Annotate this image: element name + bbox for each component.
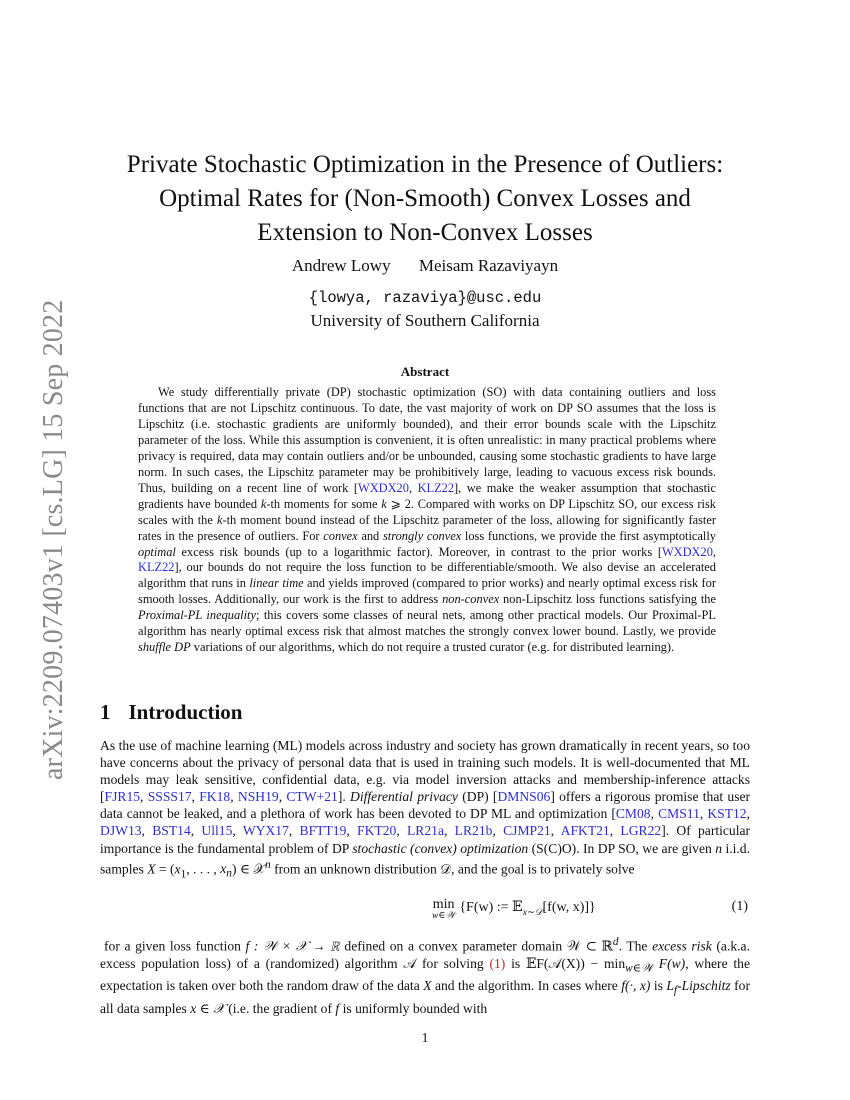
section-title: Introduction — [128, 700, 243, 724]
title-line: Private Stochastic Optimization in the Presence of Outliers: — [126, 151, 724, 178]
title-line: Extension to Non-Convex Losses — [257, 219, 593, 246]
citation-link[interactable]: DMNS06 — [497, 789, 551, 805]
citation-link[interactable]: LGR22 — [620, 823, 662, 839]
section-number: 1 — [100, 700, 111, 724]
citation-link[interactable]: NSH19 — [237, 789, 279, 805]
citation-link[interactable]: LR21a — [407, 823, 444, 839]
affiliation: University of Southern California — [310, 311, 540, 330]
citation-link[interactable]: DJW13 — [100, 823, 142, 839]
equation-expression: min w∈𝒲 {F(w) := 𝔼$_{x\sim 𝒟}$[f(w, x)]} — [432, 897, 596, 921]
citation-link[interactable]: Ull15 — [201, 823, 233, 839]
arxiv-identifier: arXiv:2209.07403v1 [cs.LG] 15 Sep 2022 — [38, 299, 69, 780]
author-email: {lowya, razaviya}@usc.edu — [308, 289, 542, 307]
citation-link[interactable]: CTW+21 — [286, 789, 338, 805]
equation-number: (1) — [731, 899, 748, 914]
citation-link[interactable]: FKT20 — [357, 823, 397, 839]
citation-link[interactable]: LR21b — [454, 823, 493, 839]
intro-paragraph: As the use of machine learning (ML) models across industry and society has grown dramatically in recent years, so too have concerns about the privacy of personal data that is used in training such models. It is well-documented that ML models may leak sensitive, confidential data, e.g. via model inversion attacks and membership-inference attacks [FJR15, SSSS17, FK18, NSH19, CTW+21]. Differential privacy (DP) [DMNS06] offers a rigorous promise that user data cannot be leaked, and a plethora of work has been devoted to DP ML and optimization [CM08, CMS11, KST12, DJW13, BST14, Ull15, WYX17, BFTT19, FKT20, LR21a, LR21b, CJMP21, AFKT21, LGR22]. Of particular importance is the fundamental problem of DP stochastic (convex) optimization (S(C)O). In DP SO, we are given n i.i.d. samples $X = (x_1$, . . . , $x_n$) ∈ 𝒳$^n$ from an unknown distribution 𝒟, and the goal is to privately solve — [100, 738, 751, 880]
author-list — [100, 256, 750, 276]
citation-link[interactable]: BFTT19 — [299, 823, 347, 839]
author-name: Andrew Lowy — [291, 256, 391, 275]
citation-link[interactable]: FJR15 — [104, 789, 141, 805]
abstract-body: We study differentially private (DP) stochastic optimization (SO) with data containing outliers and loss functions that are not Lipschitz continuous. To date, the vast majority of work on DP SO assumes that the loss is Lipschitz (i.e. stochastic gradients are uniformly bounded), and their error bounds scale with the Lipschitz parameter of the loss. While this assumption is convenient, it is often unrealistic: in many practical problems where privacy is required, data may contain outliers and/or be unbounded, causing some stochastic gradients to have large norm. In such cases, the Lipschitz parameter may be prohibitively large, leading to vacuous excess risk bounds. Thus, building on a recent line of work [WXDX20, KLZ22], we make the weaker assumption that stochastic gradients have bounded k-th moments for some k ⩾ 2. Compared with works on DP Lipschitz SO, our excess risk scales with the k-th moment bound instead of the Lipschitz parameter of the loss, allowing for significantly faster rates in the presence of outliers. For convex and strongly convex loss functions, we provide the first asymptotically optimal excess risk bounds (up to a logarithmic factor). Moreover, in contrast to the prior works [WXDX20, KLZ22], our bounds do not require the loss function to be differentiable/smooth. We also devise an accelerated algorithm that runs in linear time and yields improved (compared to prior works) and nearly optimal excess risk for smooth losses. Additionally, our work is the first to address non-convex non-Lipschitz loss functions satisfying the Proximal-PL inequality; this covers some classes of neural nets, among other practical models. Our Proximal-PL algorithm has nearly optimal excess risk that almost matches the strongly convex lower bound. Lastly, we provide shuffle DP variations of our algorithms, which do not require a trusted curator (e.g. for distributed learning). — [138, 385, 716, 655]
citation-link[interactable]: KLZ22 — [417, 480, 455, 495]
citation-link[interactable]: BST14 — [152, 823, 191, 839]
citation-link[interactable]: SSSS17 — [147, 789, 192, 805]
citation-link[interactable]: CM08 — [615, 806, 651, 822]
citation-link[interactable]: KLZ22 — [138, 560, 175, 575]
section-heading — [100, 700, 242, 725]
citation-link[interactable]: WYX17 — [242, 823, 289, 839]
author-name: Meisam Razaviyayn — [418, 256, 559, 275]
abstract-heading: Abstract — [400, 364, 450, 379]
citation-link[interactable]: CJMP21 — [503, 823, 551, 839]
citation-link[interactable]: WXDX20 — [358, 480, 409, 495]
body-paragraph: for a given loss function f : 𝒲 × 𝒳 → ℝ defined on a convex parameter domain 𝒲 ⊂ ℝ$^d$. The excess risk (a.k.a. excess population loss) of a (randomized) algorithm 𝒜 for solving (1) is 𝔼F(𝒜(X)) − $\min_{w\in 𝒲} F(w)$, where the expectation is taken over both the random draw of the data X and the algorithm. In cases where f(·, x) is $L_f$-Lipschitz for all data samples x ∈ 𝒳 (i.e. the gradient of f is uniformly bounded with — [100, 936, 751, 1017]
page-number: 1 — [421, 1030, 429, 1045]
citation-link[interactable]: KST12 — [707, 806, 747, 822]
citation-link[interactable]: AFKT21 — [560, 823, 610, 839]
equation-ref-link[interactable]: (1) — [489, 955, 506, 971]
citation-link[interactable]: WXDX20 — [661, 544, 713, 559]
title-line: Optimal Rates for (Non-Smooth) Convex Losses and — [159, 185, 691, 212]
citation-link[interactable]: FK18 — [199, 789, 231, 805]
equation-1 — [100, 895, 750, 931]
paper-title — [100, 148, 750, 250]
citation-link[interactable]: CMS11 — [658, 806, 700, 822]
